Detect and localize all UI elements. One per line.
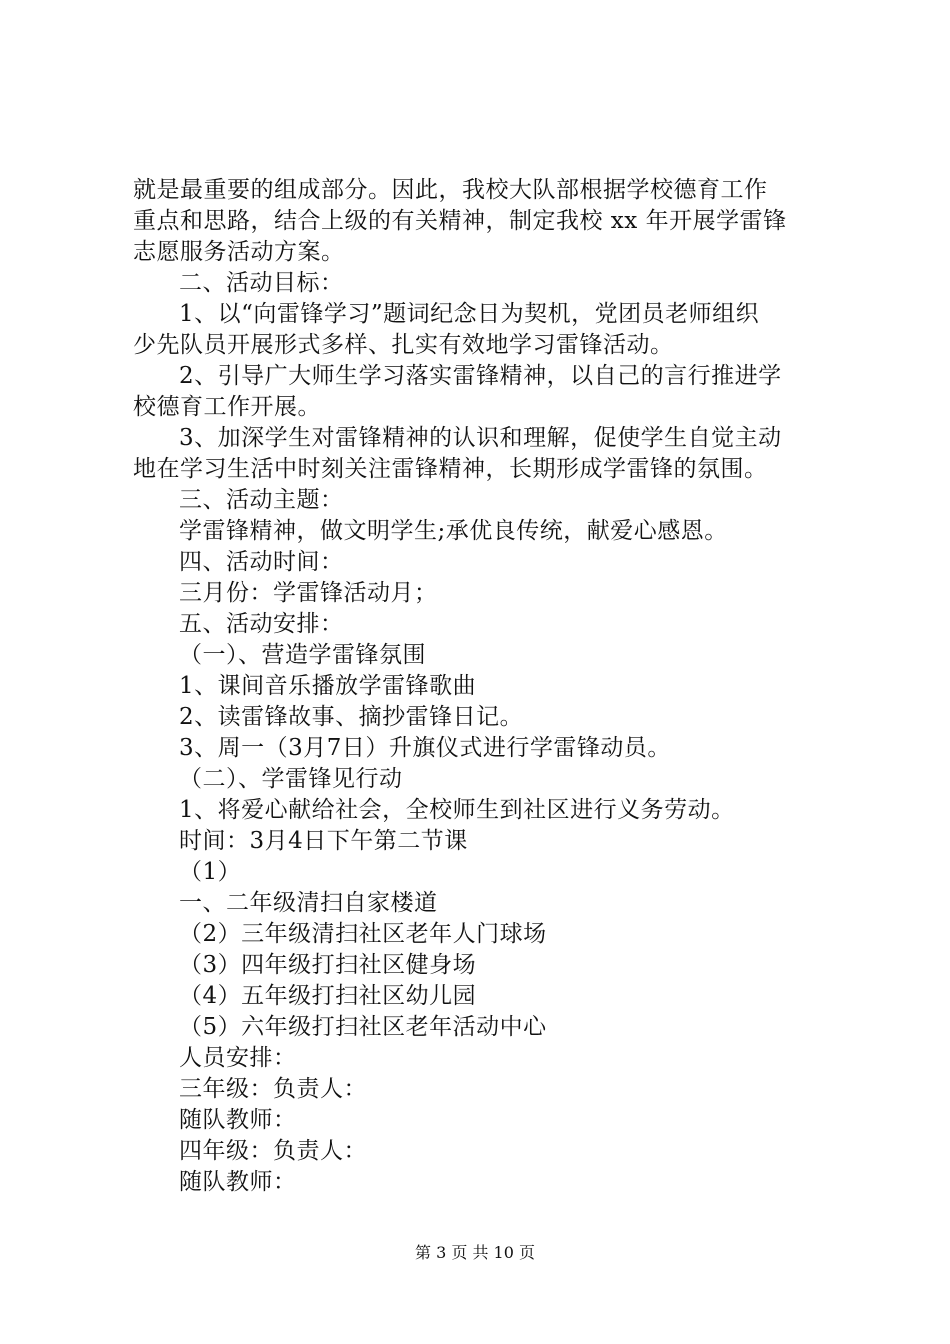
section-heading: 四、活动时间：	[179, 549, 344, 575]
text-line: 三月份：学雷锋活动月；	[179, 580, 438, 606]
text-line: 学雷锋精神，做文明学生;承优良传统，献爱心感恩。	[179, 518, 728, 544]
text-line: 地在学习生活中时刻关注雷锋精神，长期形成学雷锋的氛围。	[133, 456, 768, 482]
text-line: 1、以“向雷锋学习”题词纪念日为契机，党团员老师组织	[179, 301, 760, 327]
text-line: 少先队员开展形式多样、扎实有效地学习雷锋活动。	[133, 332, 674, 358]
text-line: 人员安排：	[179, 1045, 297, 1071]
text-line: （3）四年级打扫社区健身场	[179, 952, 477, 978]
subsection-heading: （一）、营造学雷锋氛围	[179, 642, 426, 668]
text-line: 时间：3月4日下午第二节课	[179, 828, 468, 854]
text-line: 校德育工作开展。	[133, 394, 321, 420]
text-line: 1、课间音乐播放学雷锋歌曲	[179, 673, 477, 699]
page-number-footer: 第 3 页 共 10 页	[415, 1243, 535, 1262]
text-line: 一、二年级清扫自家楼道	[179, 890, 438, 916]
text-line: 随队教师：	[179, 1107, 297, 1133]
text-line: 随队教师：	[179, 1169, 297, 1195]
text-line: （5）六年级打扫社区老年活动中心	[179, 1014, 547, 1040]
section-heading: 五、活动安排：	[179, 611, 344, 637]
text-line: （1）	[179, 859, 242, 885]
text-line: 三年级：负责人：	[179, 1076, 367, 1102]
text-line: 志愿服务活动方案。	[133, 239, 345, 265]
text-line: 四年级：负责人：	[179, 1138, 367, 1164]
document-body	[133, 175, 833, 1198]
text-line: 就是最重要的组成部分。因此，我校大队部根据学校德育工作	[133, 177, 768, 203]
text-line: （4）五年级打扫社区幼儿园	[179, 983, 477, 1009]
section-heading: 三、活动主题：	[179, 487, 344, 513]
text-line: 1、将爱心献给社会，全校师生到社区进行义务劳动。	[179, 797, 735, 823]
section-heading: 二、活动目标：	[179, 270, 344, 296]
text-line: 2、引导广大师生学习落实雷锋精神，以自己的言行推进学	[179, 363, 782, 389]
text-line: 3、周一（3月7日）升旗仪式进行学雷锋动员。	[179, 735, 671, 761]
subsection-heading: （二）、学雷锋见行动	[179, 766, 403, 792]
text-line: （2）三年级清扫社区老年人门球场	[179, 921, 547, 947]
text-line: 重点和思路，结合上级的有关精神，制定我校 xx 年开展学雷锋	[133, 208, 787, 234]
text-line: 3、加深学生对雷锋精神的认识和理解，促使学生自觉主动	[179, 425, 782, 451]
text-line: 2、读雷锋故事、摘抄雷锋日记。	[179, 704, 524, 730]
